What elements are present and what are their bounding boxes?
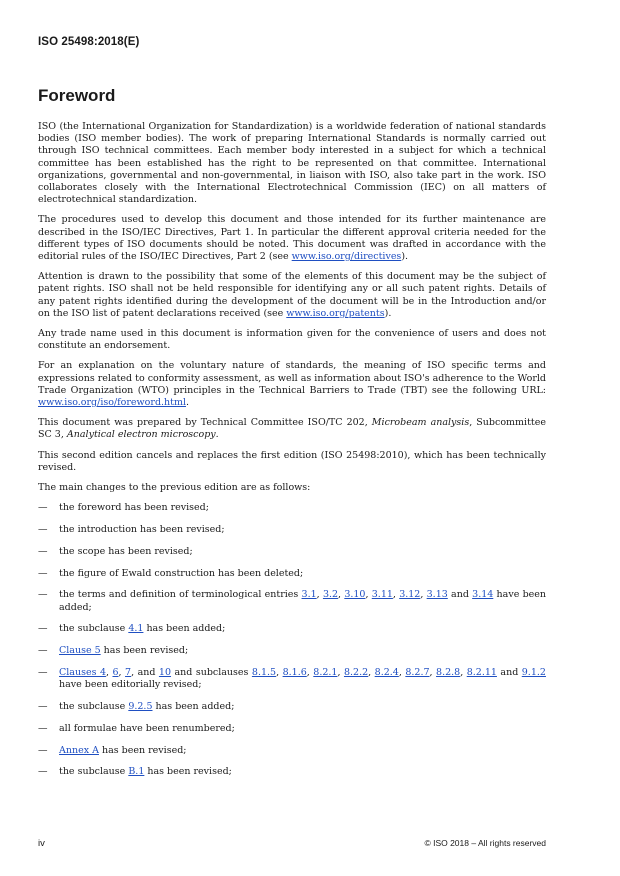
- paragraph-patents: Attention is drawn to the possibility that some of the elements of this document may be the subject of patent rights. ISO shall not be held responsible for identifying any or all such patent rights. Details of any patent rights identified during the development of the document will be in the Introduction and/or on the ISO list of patent declarations received (see www.iso.org/patents).: [38, 271, 546, 319]
- clause-10-link[interactable]: 10: [158, 667, 172, 679]
- entry-3-12-link[interactable]: 3.12: [399, 589, 421, 601]
- list-item: — the terms and definition of terminological entries 3.1, 3.2, 3.10, 3.11, 3.12, 3.13 and 3.14 have been added;: [38, 589, 547, 613]
- entry-3-10-link[interactable]: 3.10: [344, 589, 366, 601]
- list-item: — the foreword has been revised;: [38, 502, 209, 514]
- clause-7-link[interactable]: 7: [125, 667, 132, 679]
- list-item: — all formulae have been renumbered;: [38, 722, 235, 734]
- subclause-8-2-2-link[interactable]: 8.2.2: [343, 667, 369, 679]
- patents-link[interactable]: www.iso.org/patents: [286, 307, 385, 319]
- paragraph-committee: This document was prepared by Technical Committee ISO/TC 202, Microbeam analysis, Subcommittee SC 3, Analytical electron microscopy.: [38, 417, 546, 441]
- subclause-9-1-2-link[interactable]: 9.1.2: [521, 667, 546, 679]
- paragraph-procedures: The procedures used to develop this document and those intended for its further maintenance are described in the ISO/IEC Directives, Part 1. In particular the different approval criteria needed for the different types of ISO documents should be noted. This document was drafted in accordance with the editorial rules of the ISO/IEC Directives, Part 2 (see www.iso.org/directives).: [38, 214, 546, 263]
- subclause-8-1-5-link[interactable]: 8.1.5: [251, 667, 277, 679]
- copyright-notice: © ISO 2018 – All rights reserved: [424, 838, 546, 848]
- paragraph-trade-name: Any trade name used in this document is information given for the convenience of users and does not constitute an endorsement.: [38, 328, 546, 352]
- paragraph-conformity: For an explanation on the voluntary nature of standards, the meaning of ISO specific terms and expressions related to conformity assessment, as well as information about ISO's adherence to the World Trade Organization (WTO) principles in the Technical Barriers to Trade (TBT) see the following URL: www.iso.org/iso/foreword.html.: [38, 360, 546, 409]
- list-item: — the figure of Ewald construction has been deleted;: [38, 567, 304, 579]
- subclause-4-1-link[interactable]: 4.1: [128, 623, 144, 635]
- clause-6-link[interactable]: 6: [112, 667, 119, 679]
- page-title: Foreword: [38, 86, 116, 105]
- subclause-9-2-5-link[interactable]: 9.2.5: [128, 701, 153, 713]
- entry-3-13-link[interactable]: 3.13: [426, 589, 448, 601]
- paragraph-edition: This second edition cancels and replaces the first edition (ISO 25498:2010), which has been technically revised.: [38, 449, 546, 473]
- entry-3-2-link[interactable]: 3.2: [322, 589, 339, 601]
- list-item: — Clause 5 has been revised;: [38, 645, 189, 657]
- entry-3-14-link[interactable]: 3.14: [472, 589, 494, 601]
- paragraph-iso-intro: ISO (the International Organization for Standardization) is a worldwide federation of national standards bodies (ISO member bodies). The work of preparing International Standards is normally carried out through ISO technical committees. Each member body interested in a subject for which a technical committee has been established has the right to be represented on that committee. International organizations, governmental and non-governmental, in liaison with ISO, also take part in the work. ISO collaborates closely with the International Electrotechnical Commission (IEC) on all matters of electrotechnical standardization.: [38, 121, 546, 206]
- list-item: — the scope has been revised;: [38, 545, 193, 557]
- clause-5-link[interactable]: Clause 5: [59, 645, 101, 657]
- list-item: — the subclause B.1 has been revised;: [38, 766, 232, 778]
- list-item: — Clauses 4, 6, 7, and 10 and subclauses 8.1.5, 8.1.6, 8.2.1, 8.2.2, 8.2.4, 8.2.7, 8.2.8, 8.2.11 and 9.1.2 have been editorially revised;: [38, 667, 546, 691]
- foreword-url-link[interactable]: www.iso.org/iso/foreword.html: [38, 397, 187, 409]
- page-number: iv: [38, 838, 45, 849]
- directives-link[interactable]: www.iso.org/directives: [291, 251, 402, 263]
- subclause-b-1-link[interactable]: B.1: [128, 766, 145, 778]
- list-item: — the subclause 9.2.5 has been added;: [38, 701, 235, 713]
- paragraph-main-changes: The main changes to the previous edition are as follows:: [38, 482, 311, 494]
- changes-list: [38, 502, 546, 778]
- list-item: — the introduction has been revised;: [38, 524, 225, 536]
- subclause-8-1-6-link[interactable]: 8.1.6: [282, 667, 307, 679]
- entry-3-11-link[interactable]: 3.11: [371, 589, 393, 601]
- subclause-8-2-8-link[interactable]: 8.2.8: [436, 667, 461, 679]
- list-item: — the subclause 4.1 has been added;: [38, 623, 226, 635]
- subclause-8-2-11-link[interactable]: 8.2.11: [466, 667, 497, 679]
- entry-3-1-link[interactable]: 3.1: [301, 589, 317, 601]
- subclause-8-2-1-link[interactable]: 8.2.1: [313, 667, 338, 679]
- document-code: ISO 25498:2018(E): [38, 36, 140, 48]
- subclause-8-2-4-link[interactable]: 8.2.4: [374, 667, 399, 679]
- annex-a-link[interactable]: Annex A: [59, 744, 99, 756]
- list-item: — Annex A has been revised;: [38, 744, 187, 756]
- clause-4-link[interactable]: Clauses 4: [59, 667, 106, 679]
- foreword-body: [38, 121, 546, 788]
- subclause-8-2-7-link[interactable]: 8.2.7: [405, 667, 430, 679]
